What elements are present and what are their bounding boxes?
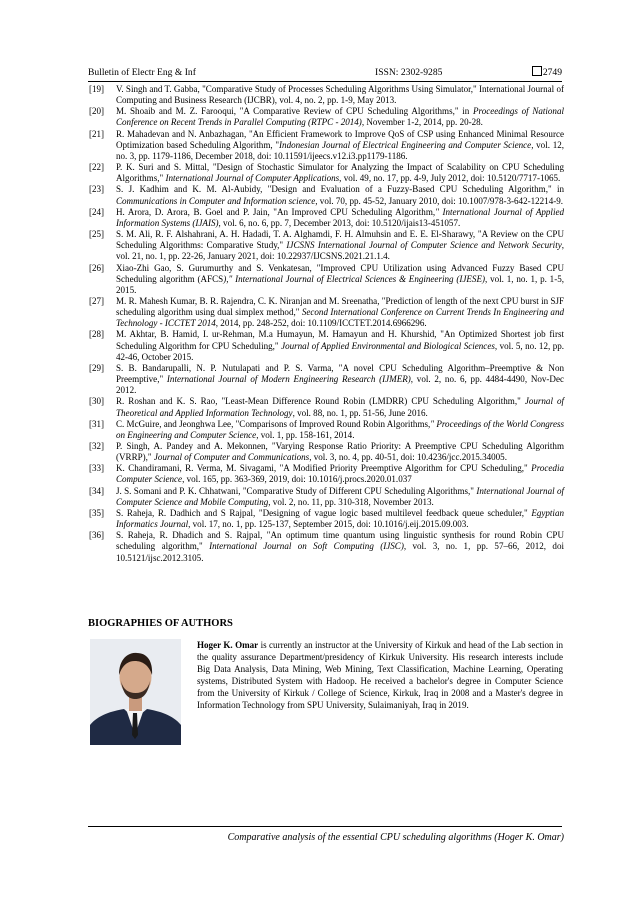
header-rule (88, 81, 562, 82)
reference-text: , vol. 88, no. 1, pp. 51-56, June 2016. (292, 407, 428, 418)
reference-venue: Egyptian Informatics Journal (116, 507, 564, 530)
author-name: Hoger K. Omar (197, 640, 259, 650)
reference-text: , vol. 1, no. 1, p. 1-5, 2015. (116, 273, 564, 295)
reference-venue: Proceedings of National Conference on Recent Trends in Parallel Computing (RTPC - 2014) (116, 106, 564, 128)
author-photo (90, 639, 181, 745)
author-portrait-image (90, 639, 181, 745)
reference-text: K. Chandiramani, R. Verma, M. Sivagami, "A Modified Priority Preemptive Algorithm for CPU Scheduling," (116, 463, 532, 474)
reference-text: , vol. 5, no. 12, pp. 42-46, October 2015. (116, 340, 565, 362)
footer-rule (88, 826, 562, 827)
reference-text: Xiao-Zhi Gao, S. Gurumurthy and S. Venkatesan, "Improved CPU Utilization using Advanced Fuzzy Based CPU Scheduling algorithm (AFCS (116, 262, 564, 284)
reference-item (88, 207, 564, 229)
reference-venue: Journal of Computer and Communications (153, 452, 310, 463)
reference-item (88, 129, 564, 162)
reference-text: , vol. 2, no. 11, pp. 310-318, November 2013. (268, 496, 434, 507)
biographies-heading: BIOGRAPHIES OF AUTHORS (88, 618, 233, 629)
reference-text: P. Singh, A. Pandey and A. Mekonnen, "Varying Response Ratio Priority: A Preemptive CPU Scheduling Algorithm (VRRP)," (116, 441, 564, 463)
reference-text: , vol. 17, no. 1, pp. 125-137, September 2015, doi: 10.1016/j.eij.2015.09.003. (188, 519, 469, 530)
reference-venue: International Journal on Soft Computing (IJSC) (209, 541, 404, 552)
reference-text: S. Raheja, R. Dadhich and S Rajpal, "Designing of vague logic based multilevel feedback queue scheduler," (116, 507, 532, 518)
reference-number: [20] (89, 106, 105, 117)
reference-item (88, 106, 564, 128)
reference-number: [22] (89, 162, 105, 173)
reference-text: , November 1-2, 2014, pp. 20-28. (361, 117, 483, 128)
reference-number: [33] (89, 463, 105, 474)
reference-item (88, 162, 564, 184)
reference-item (88, 441, 564, 463)
reference-text: M. Akhtar, B. Hamid, I. ur-Rehman, M.a Humayun, M. Hamayun and H. Khurshid, "An Optimized Shortest job first Scheduling Algorithm for CPU Scheduling," (116, 329, 564, 351)
reference-venue: )," International Journal of Electrical Sciences & Engineering (IJESE) (223, 273, 485, 284)
reference-venue: Journal of Applied Environmental and Biological Sciences (281, 340, 495, 351)
reference-text: , vol. 70, pp. 45-52, January 2010, doi: 10.1007/978-3-642-12214-9. (315, 195, 564, 206)
reference-number: [26] (89, 262, 105, 273)
reference-venue: Journal of Theoretical and Applied Information Technology (116, 396, 564, 418)
reference-text: , vol. 6, no. 6, pp. 7, December 2013, doi: 10.5120/ijais13-451057. (218, 217, 461, 228)
reference-item (88, 396, 564, 418)
reference-number: [36] (89, 530, 105, 541)
running-header (88, 66, 562, 80)
reference-text: , 2014, pp. 248-252, doi: 10.1109/ICCTET.2014.6966296. (215, 318, 427, 329)
reference-venue: " Proceedings of the World Congress on Engineering and Computer Science (116, 418, 565, 440)
reference-text: , vol. 2, no. 6, pp. 4484-4490, Nov-Dec 2012. (116, 374, 564, 396)
running-footer: Comparative analysis of the essential CPU scheduling algorithms (Hoger K. Omar) (227, 832, 564, 843)
page-number-text: 2749 (542, 67, 562, 78)
reference-item (88, 419, 564, 441)
reference-text: S. J. Kadhim and K. M. Al-Aubidy, "Design and Evaluation of a Fuzzy-Based CPU Scheduling Algorithm," in (116, 184, 564, 195)
reference-text: S. Raheja, R. Dhadich and S. Rajpal, "An optimum time quantum using linguistic synthesis for round Robin CPU scheduling algorithm," (116, 530, 564, 552)
reference-item (88, 329, 564, 362)
reference-number: [24] (89, 206, 105, 217)
reference-text: R. Roshan and K. S. Rao, "Least-Mean Difference Round Robin (LMDRR) CPU Scheduling Algorithm," (116, 396, 525, 407)
reference-item (88, 229, 564, 262)
reference-list (88, 84, 564, 564)
reference-number: [31] (89, 418, 105, 429)
biography-text: is currently an instructor at the University of Kirkuk and head of the Lab section in the quality assurance Department/presidency of Kirkuk University. His research interests include Big Data Analysis, Data Mining, Web Mining, Text Classification, Machine Learning, Operating systems, Distributed System with Hadoop. He received a bachelor's degree in Computer Science from the University of Kirkuk / College of Science, Kirkuk, Iraq in 2008 and a Master's degree in Information Technology from SPU University, Sulaimaniyah, Iraq in 2019. (197, 640, 564, 710)
reference-number: [23] (89, 184, 105, 195)
reference-text: S. B. Bandarupalli, N. P. Nutulapati and P. S. Varma, "A novel CPU Scheduling Algorithm–Preemptive & Non Preemptive," (116, 362, 564, 385)
reference-number: [32] (89, 441, 105, 451)
journal-name: Bulletin of Electr Eng & Inf (88, 67, 196, 78)
reference-text: , vol. 21, no. 1, pp. 22-26, January 2021, doi: 10.22937/IJCSNS.2021.21.1.4. (116, 240, 564, 262)
reference-item (88, 296, 564, 329)
reference-text: P. K. Suri and S. Mittal, "Design of Stochastic Simulator for Analyzing the Impact of Scalability on CPU Scheduling Algorithms," (116, 162, 564, 184)
reference-text: H. Arora, D. Arora, B. Goel and P. Jain, "An Improved CPU Scheduling Algorithm, (116, 206, 436, 217)
reference-text: , vol. 1, pp. 158-161, 2014. (256, 429, 355, 440)
author-biography (197, 640, 563, 711)
reference-venue: Communications in Computer and Information science (116, 195, 316, 206)
reference-item (88, 463, 564, 485)
reference-text: , vol. 12, no. 3, pp. 1179-1186, December 2018, doi: 10.11591/ijeecs.v12.i3.pp1179-1186. (116, 139, 565, 161)
reference-item (88, 486, 564, 508)
reference-number: [29] (89, 362, 105, 373)
reference-item (88, 184, 564, 206)
reference-text: R. Mahadevan and N. Anbazhagan, "An Efficient Framework to Improve QoS of CSP using Enhanced Minimal Resource Optimization based Scheduling Algorithm, " (116, 128, 564, 150)
reference-number: [35] (89, 507, 105, 518)
reference-number: [27] (89, 295, 105, 306)
reference-venue: International Journal of Modern Engineering Research (IJMER) (166, 374, 411, 385)
reference-text: , vol. 165, pp. 363-369, 2019, doi: 10.1016/j.procs.2020.01.037 (182, 474, 412, 485)
reference-venue: International Journal of Computer Science and Mobile Computing (116, 485, 564, 507)
reference-item (88, 363, 564, 396)
reference-number: [25] (89, 229, 105, 240)
reference-item (88, 263, 564, 296)
reference-venue: Indonesian Journal of Electrical Engineering and Computer Science (279, 139, 532, 150)
reference-text: C. McGuire, and Jeonghwa Lee, "Comparisons of Improved Round Robin Algorithms, (116, 418, 431, 429)
reference-venue: " International Journal of Applied Information Systems (IJAIS) (116, 206, 564, 228)
reference-number: [19] (89, 84, 105, 94)
reference-text: V. Singh and T. Gabba, "Comparative Study of Processes Scheduling Algorithms Using Simulator," International Journal of Computing and Business Research (IJCBR), vol. 4, no. 2, pp. 1-9, May 2013. (116, 84, 564, 106)
reference-text: , vol. 3, no. 1, pp. 57–66, 2012, doi 10.5121/ijsc.2012.3105. (116, 541, 564, 563)
reference-text: , vol. 3, no. 4, pp. 40-51, doi: 10.4236/jcc.2015.34005. (309, 452, 507, 463)
reference-venue: IJCSNS International Journal of Computer Science and Network Security (286, 240, 562, 251)
page-number (532, 66, 562, 80)
reference-item (88, 84, 564, 106)
reference-venue: International Journal of Computer Applications (165, 173, 340, 184)
reference-text: J. S. Somani and P. K. Chhatwani, "Comparative Study of Different CPU Scheduling Algorithms," (116, 485, 477, 496)
reference-number: [30] (89, 396, 105, 407)
reference-text: M. Shoaib and M. Z. Farooqui, "A Comparative Review of CPU Scheduling Algorithms," in (116, 106, 473, 117)
reference-venue: Second International Conference on Current Trends In Engineering and Technology - ICCTET 2014 (116, 307, 564, 329)
reference-text: , vol. 49, no. 17, pp. 4-9, July 2012, doi: 10.5120/7717-1065. (339, 173, 561, 184)
reference-item (88, 508, 564, 530)
page-box-icon (532, 66, 542, 76)
reference-number: [34] (89, 485, 105, 496)
reference-item (88, 530, 564, 563)
reference-text: M. R. Mahesh Kumar, B. R. Rajendra, C. K. Niranjan and M. Sreenatha, "Prediction of length of the next CPU burst in SJF scheduling algorithm using dual simplex method," (116, 295, 564, 318)
reference-number: [21] (89, 128, 105, 139)
issn: ISSN: 2302-9285 (375, 67, 443, 78)
reference-text: S. M. Ali, R. F. Alshahrani, A. H. Hadadi, T. A. Alghamdi, F. H. Almuhsin and E. E. El-Sharawy, "A Review on the CPU Scheduling Algorithms: Comparative Study," (116, 229, 564, 251)
reference-venue: Procedia Computer Science (116, 463, 564, 485)
reference-number: [28] (89, 329, 105, 340)
